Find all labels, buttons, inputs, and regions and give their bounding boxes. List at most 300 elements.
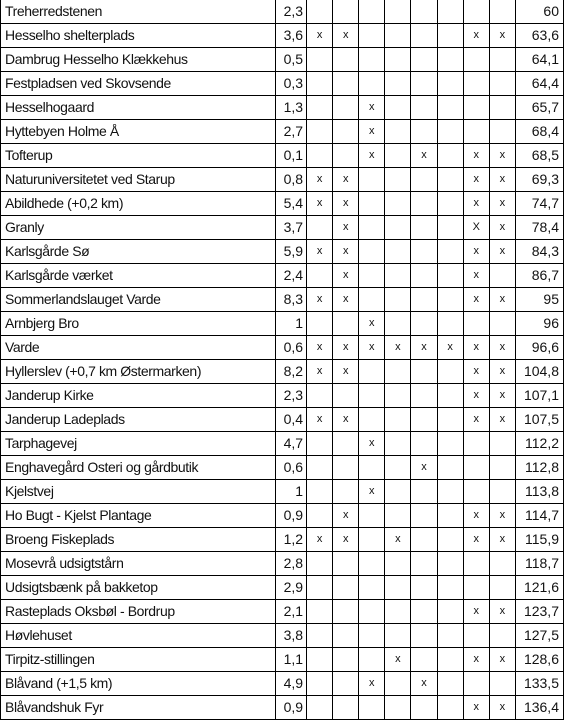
place-name-cell[interactable]: Treherredstenen xyxy=(1,0,276,24)
facility-flag-cell[interactable] xyxy=(411,552,437,576)
distance-cell[interactable]: 2,4 xyxy=(275,264,306,288)
cumulative-distance-cell[interactable]: 96 xyxy=(515,312,563,336)
facility-flag-cell[interactable] xyxy=(411,504,437,528)
facility-flag-cell[interactable] xyxy=(411,72,437,96)
facility-flag-cell[interactable] xyxy=(437,192,463,216)
facility-flag-cell[interactable] xyxy=(385,312,411,336)
cumulative-distance-cell[interactable]: 121,6 xyxy=(515,576,563,600)
facility-flag-cell[interactable] xyxy=(307,480,333,504)
facility-flag-cell[interactable] xyxy=(333,480,359,504)
facility-flag-cell[interactable] xyxy=(411,648,437,672)
facility-flag-cell[interactable] xyxy=(307,552,333,576)
distance-cell[interactable]: 1 xyxy=(275,312,306,336)
facility-flag-cell[interactable] xyxy=(463,72,489,96)
facility-flag-cell[interactable]: x xyxy=(463,408,489,432)
facility-flag-cell[interactable] xyxy=(307,432,333,456)
facility-flag-cell[interactable] xyxy=(359,600,385,624)
cumulative-distance-cell[interactable]: 136,4 xyxy=(515,696,563,720)
place-name-cell[interactable]: Dambrug Hesselho Klækkehus xyxy=(1,48,276,72)
facility-flag-cell[interactable] xyxy=(463,432,489,456)
place-name-cell[interactable]: Udsigtsbænk på bakketop xyxy=(1,576,276,600)
facility-flag-cell[interactable]: x xyxy=(463,264,489,288)
facility-flag-cell[interactable] xyxy=(489,480,515,504)
facility-flag-cell[interactable] xyxy=(437,456,463,480)
facility-flag-cell[interactable] xyxy=(385,456,411,480)
facility-flag-cell[interactable] xyxy=(437,288,463,312)
facility-flag-cell[interactable] xyxy=(359,696,385,720)
distance-cell[interactable]: 1,2 xyxy=(275,528,306,552)
facility-flag-cell[interactable] xyxy=(411,240,437,264)
facility-flag-cell[interactable]: x xyxy=(411,336,437,360)
facility-flag-cell[interactable] xyxy=(489,456,515,480)
facility-flag-cell[interactable] xyxy=(437,168,463,192)
facility-flag-cell[interactable] xyxy=(385,288,411,312)
facility-flag-cell[interactable] xyxy=(489,0,515,24)
facility-flag-cell[interactable] xyxy=(463,0,489,24)
place-name-cell[interactable]: Festpladsen ved Skovsende xyxy=(1,72,276,96)
facility-flag-cell[interactable] xyxy=(411,288,437,312)
place-name-cell[interactable]: Blåvandshuk Fyr xyxy=(1,696,276,720)
distance-cell[interactable]: 8,2 xyxy=(275,360,306,384)
facility-flag-cell[interactable]: x xyxy=(463,336,489,360)
cumulative-distance-cell[interactable]: 133,5 xyxy=(515,672,563,696)
cumulative-distance-cell[interactable]: 63,6 xyxy=(515,24,563,48)
facility-flag-cell[interactable] xyxy=(359,408,385,432)
facility-flag-cell[interactable] xyxy=(385,432,411,456)
facility-flag-cell[interactable]: x xyxy=(463,360,489,384)
distance-cell[interactable]: 3,8 xyxy=(275,624,306,648)
facility-flag-cell[interactable] xyxy=(411,312,437,336)
cumulative-distance-cell[interactable]: 112,2 xyxy=(515,432,563,456)
facility-flag-cell[interactable] xyxy=(411,528,437,552)
cumulative-distance-cell[interactable]: 74,7 xyxy=(515,192,563,216)
facility-flag-cell[interactable]: x xyxy=(463,648,489,672)
cumulative-distance-cell[interactable]: 65,7 xyxy=(515,96,563,120)
facility-flag-cell[interactable] xyxy=(437,24,463,48)
facility-flag-cell[interactable] xyxy=(411,48,437,72)
facility-flag-cell[interactable]: x xyxy=(489,240,515,264)
facility-flag-cell[interactable] xyxy=(385,360,411,384)
facility-flag-cell[interactable] xyxy=(463,480,489,504)
facility-flag-cell[interactable] xyxy=(307,384,333,408)
facility-flag-cell[interactable] xyxy=(437,696,463,720)
place-name-cell[interactable]: Rasteplads Oksbøl - Bordrup xyxy=(1,600,276,624)
facility-flag-cell[interactable]: x xyxy=(385,528,411,552)
facility-flag-cell[interactable] xyxy=(463,48,489,72)
distance-cell[interactable]: 2,1 xyxy=(275,600,306,624)
facility-flag-cell[interactable] xyxy=(411,24,437,48)
place-name-cell[interactable]: Tarphagevej xyxy=(1,432,276,456)
facility-flag-cell[interactable] xyxy=(385,696,411,720)
facility-flag-cell[interactable]: x xyxy=(333,528,359,552)
facility-flag-cell[interactable]: x xyxy=(463,168,489,192)
facility-flag-cell[interactable] xyxy=(385,408,411,432)
place-name-cell[interactable]: Arnbjerg Bro xyxy=(1,312,276,336)
facility-flag-cell[interactable] xyxy=(385,240,411,264)
facility-flag-cell[interactable] xyxy=(307,600,333,624)
facility-flag-cell[interactable] xyxy=(385,120,411,144)
facility-flag-cell[interactable] xyxy=(307,648,333,672)
facility-flag-cell[interactable] xyxy=(307,72,333,96)
facility-flag-cell[interactable]: x xyxy=(463,144,489,168)
place-name-cell[interactable]: Tofterup xyxy=(1,144,276,168)
facility-flag-cell[interactable]: x xyxy=(307,336,333,360)
place-name-cell[interactable]: Sommerlandslauget Varde xyxy=(1,288,276,312)
facility-flag-cell[interactable] xyxy=(437,408,463,432)
place-name-cell[interactable]: Granly xyxy=(1,216,276,240)
facility-flag-cell[interactable] xyxy=(359,216,385,240)
facility-flag-cell[interactable] xyxy=(333,96,359,120)
facility-flag-cell[interactable] xyxy=(385,576,411,600)
distance-cell[interactable]: 8,3 xyxy=(275,288,306,312)
facility-flag-cell[interactable] xyxy=(307,696,333,720)
cumulative-distance-cell[interactable]: 127,5 xyxy=(515,624,563,648)
facility-flag-cell[interactable] xyxy=(437,576,463,600)
place-name-cell[interactable]: Hyllerslev (+0,7 km Østermarken) xyxy=(1,360,276,384)
facility-flag-cell[interactable]: x xyxy=(463,24,489,48)
distance-cell[interactable]: 3,7 xyxy=(275,216,306,240)
facility-flag-cell[interactable] xyxy=(411,0,437,24)
distance-cell[interactable]: 2,3 xyxy=(275,0,306,24)
place-name-cell[interactable]: Broeng Fiskeplads xyxy=(1,528,276,552)
facility-flag-cell[interactable] xyxy=(411,360,437,384)
facility-flag-cell[interactable] xyxy=(463,312,489,336)
facility-flag-cell[interactable] xyxy=(437,360,463,384)
distance-cell[interactable]: 2,3 xyxy=(275,384,306,408)
facility-flag-cell[interactable] xyxy=(333,312,359,336)
distance-cell[interactable]: 1,1 xyxy=(275,648,306,672)
cumulative-distance-cell[interactable]: 118,7 xyxy=(515,552,563,576)
place-name-cell[interactable]: Janderup Kirke xyxy=(1,384,276,408)
facility-flag-cell[interactable]: x xyxy=(333,360,359,384)
facility-flag-cell[interactable] xyxy=(307,504,333,528)
facility-flag-cell[interactable] xyxy=(411,576,437,600)
facility-flag-cell[interactable] xyxy=(489,120,515,144)
facility-flag-cell[interactable] xyxy=(359,504,385,528)
facility-flag-cell[interactable]: x xyxy=(333,240,359,264)
cumulative-distance-cell[interactable]: 95 xyxy=(515,288,563,312)
facility-flag-cell[interactable] xyxy=(385,504,411,528)
place-name-cell[interactable]: Naturuniversitetet ved Starup xyxy=(1,168,276,192)
facility-flag-cell[interactable]: x xyxy=(307,408,333,432)
facility-flag-cell[interactable]: x xyxy=(359,480,385,504)
facility-flag-cell[interactable]: x xyxy=(489,216,515,240)
facility-flag-cell[interactable]: x xyxy=(489,600,515,624)
facility-flag-cell[interactable] xyxy=(333,696,359,720)
facility-flag-cell[interactable] xyxy=(463,120,489,144)
facility-flag-cell[interactable]: x xyxy=(489,336,515,360)
distance-cell[interactable]: 3,6 xyxy=(275,24,306,48)
facility-flag-cell[interactable] xyxy=(437,0,463,24)
cumulative-distance-cell[interactable]: 113,8 xyxy=(515,480,563,504)
facility-flag-cell[interactable] xyxy=(385,192,411,216)
cumulative-distance-cell[interactable]: 123,7 xyxy=(515,600,563,624)
facility-flag-cell[interactable] xyxy=(307,312,333,336)
facility-flag-cell[interactable] xyxy=(437,504,463,528)
facility-flag-cell[interactable] xyxy=(359,624,385,648)
facility-flag-cell[interactable] xyxy=(385,624,411,648)
distance-cell[interactable]: 4,7 xyxy=(275,432,306,456)
place-name-cell[interactable]: Janderup Ladeplads xyxy=(1,408,276,432)
facility-flag-cell[interactable] xyxy=(489,672,515,696)
facility-flag-cell[interactable] xyxy=(411,408,437,432)
facility-flag-cell[interactable]: x xyxy=(333,408,359,432)
facility-flag-cell[interactable] xyxy=(437,648,463,672)
facility-flag-cell[interactable] xyxy=(307,96,333,120)
facility-flag-cell[interactable]: x xyxy=(307,192,333,216)
facility-flag-cell[interactable]: x xyxy=(333,24,359,48)
facility-flag-cell[interactable]: x xyxy=(333,192,359,216)
facility-flag-cell[interactable]: x xyxy=(359,432,385,456)
facility-flag-cell[interactable] xyxy=(333,120,359,144)
cumulative-distance-cell[interactable]: 64,4 xyxy=(515,72,563,96)
place-name-cell[interactable]: Hesselhogaard xyxy=(1,96,276,120)
facility-flag-cell[interactable] xyxy=(359,576,385,600)
place-name-cell[interactable]: Hyttebyen Holme Å xyxy=(1,120,276,144)
facility-flag-cell[interactable] xyxy=(437,528,463,552)
facility-flag-cell[interactable] xyxy=(333,648,359,672)
facility-flag-cell[interactable]: x xyxy=(437,336,463,360)
facility-flag-cell[interactable] xyxy=(359,192,385,216)
cumulative-distance-cell[interactable]: 60 xyxy=(515,0,563,24)
facility-flag-cell[interactable]: x xyxy=(411,456,437,480)
facility-flag-cell[interactable] xyxy=(333,456,359,480)
facility-flag-cell[interactable]: x xyxy=(463,288,489,312)
facility-flag-cell[interactable] xyxy=(463,672,489,696)
facility-flag-cell[interactable] xyxy=(411,216,437,240)
facility-flag-cell[interactable] xyxy=(333,384,359,408)
facility-flag-cell[interactable]: x xyxy=(489,648,515,672)
place-name-cell[interactable]: Varde xyxy=(1,336,276,360)
facility-flag-cell[interactable]: x xyxy=(359,120,385,144)
facility-flag-cell[interactable] xyxy=(385,384,411,408)
facility-flag-cell[interactable] xyxy=(333,72,359,96)
distance-cell[interactable]: 0,4 xyxy=(275,408,306,432)
facility-flag-cell[interactable]: x xyxy=(333,336,359,360)
facility-flag-cell[interactable]: x xyxy=(359,96,385,120)
facility-flag-cell[interactable]: x xyxy=(411,672,437,696)
facility-flag-cell[interactable] xyxy=(307,144,333,168)
facility-flag-cell[interactable]: x xyxy=(489,696,515,720)
facility-flag-cell[interactable] xyxy=(359,552,385,576)
facility-flag-cell[interactable] xyxy=(463,456,489,480)
facility-flag-cell[interactable] xyxy=(359,48,385,72)
facility-flag-cell[interactable] xyxy=(437,120,463,144)
facility-flag-cell[interactable]: x xyxy=(489,144,515,168)
facility-flag-cell[interactable]: x xyxy=(307,288,333,312)
distance-cell[interactable]: 2,7 xyxy=(275,120,306,144)
facility-flag-cell[interactable]: x xyxy=(463,696,489,720)
facility-flag-cell[interactable] xyxy=(489,576,515,600)
facility-flag-cell[interactable]: x xyxy=(463,600,489,624)
facility-flag-cell[interactable]: x xyxy=(489,504,515,528)
facility-flag-cell[interactable] xyxy=(359,456,385,480)
facility-flag-cell[interactable] xyxy=(411,432,437,456)
facility-flag-cell[interactable] xyxy=(307,48,333,72)
place-name-cell[interactable]: Høvlehuset xyxy=(1,624,276,648)
facility-flag-cell[interactable] xyxy=(437,384,463,408)
cumulative-distance-cell[interactable]: 64,1 xyxy=(515,48,563,72)
facility-flag-cell[interactable] xyxy=(411,480,437,504)
facility-flag-cell[interactable] xyxy=(437,264,463,288)
facility-flag-cell[interactable] xyxy=(333,48,359,72)
facility-flag-cell[interactable] xyxy=(385,552,411,576)
distance-cell[interactable]: 4,9 xyxy=(275,672,306,696)
facility-flag-cell[interactable] xyxy=(437,480,463,504)
facility-flag-cell[interactable] xyxy=(385,168,411,192)
place-name-cell[interactable]: Blåvand (+1,5 km) xyxy=(1,672,276,696)
facility-flag-cell[interactable]: x xyxy=(307,528,333,552)
distance-cell[interactable]: 0,6 xyxy=(275,456,306,480)
distance-cell[interactable]: 0,5 xyxy=(275,48,306,72)
cumulative-distance-cell[interactable]: 107,1 xyxy=(515,384,563,408)
facility-flag-cell[interactable] xyxy=(385,144,411,168)
facility-flag-cell[interactable] xyxy=(333,600,359,624)
distance-cell[interactable]: 0,6 xyxy=(275,336,306,360)
facility-flag-cell[interactable]: X xyxy=(463,216,489,240)
facility-flag-cell[interactable] xyxy=(307,456,333,480)
facility-flag-cell[interactable] xyxy=(359,72,385,96)
facility-flag-cell[interactable] xyxy=(359,264,385,288)
facility-flag-cell[interactable]: x xyxy=(463,384,489,408)
cumulative-distance-cell[interactable]: 84,3 xyxy=(515,240,563,264)
facility-flag-cell[interactable] xyxy=(489,312,515,336)
facility-flag-cell[interactable] xyxy=(333,432,359,456)
distance-cell[interactable]: 1,3 xyxy=(275,96,306,120)
distance-cell[interactable]: 2,8 xyxy=(275,552,306,576)
facility-flag-cell[interactable]: x xyxy=(307,168,333,192)
facility-flag-cell[interactable]: x xyxy=(333,216,359,240)
cumulative-distance-cell[interactable]: 114,7 xyxy=(515,504,563,528)
cumulative-distance-cell[interactable]: 68,5 xyxy=(515,144,563,168)
facility-flag-cell[interactable] xyxy=(437,216,463,240)
facility-flag-cell[interactable]: x xyxy=(489,168,515,192)
facility-flag-cell[interactable]: x xyxy=(489,360,515,384)
place-name-cell[interactable]: Hesselho shelterplads xyxy=(1,24,276,48)
facility-flag-cell[interactable] xyxy=(333,552,359,576)
facility-flag-cell[interactable]: x xyxy=(411,144,437,168)
facility-flag-cell[interactable]: x xyxy=(333,168,359,192)
facility-flag-cell[interactable] xyxy=(411,264,437,288)
facility-flag-cell[interactable] xyxy=(307,216,333,240)
facility-flag-cell[interactable]: x xyxy=(385,648,411,672)
distance-cell[interactable]: 5,4 xyxy=(275,192,306,216)
place-name-cell[interactable]: Karlsgårde Sø xyxy=(1,240,276,264)
facility-flag-cell[interactable] xyxy=(385,672,411,696)
facility-flag-cell[interactable] xyxy=(489,72,515,96)
facility-flag-cell[interactable] xyxy=(307,264,333,288)
facility-flag-cell[interactable] xyxy=(489,552,515,576)
facility-flag-cell[interactable] xyxy=(437,624,463,648)
cumulative-distance-cell[interactable]: 107,5 xyxy=(515,408,563,432)
facility-flag-cell[interactable] xyxy=(385,24,411,48)
facility-flag-cell[interactable] xyxy=(463,96,489,120)
facility-flag-cell[interactable] xyxy=(411,120,437,144)
facility-flag-cell[interactable] xyxy=(307,624,333,648)
facility-flag-cell[interactable] xyxy=(411,168,437,192)
facility-flag-cell[interactable] xyxy=(385,72,411,96)
facility-flag-cell[interactable] xyxy=(307,576,333,600)
cumulative-distance-cell[interactable]: 115,9 xyxy=(515,528,563,552)
facility-flag-cell[interactable] xyxy=(385,48,411,72)
facility-flag-cell[interactable] xyxy=(385,216,411,240)
facility-flag-cell[interactable] xyxy=(411,600,437,624)
distance-cell[interactable]: 5,9 xyxy=(275,240,306,264)
facility-flag-cell[interactable] xyxy=(359,24,385,48)
facility-flag-cell[interactable]: x xyxy=(333,504,359,528)
facility-flag-cell[interactable]: x xyxy=(307,360,333,384)
facility-flag-cell[interactable] xyxy=(359,0,385,24)
facility-flag-cell[interactable] xyxy=(437,552,463,576)
cumulative-distance-cell[interactable]: 69,3 xyxy=(515,168,563,192)
facility-flag-cell[interactable] xyxy=(411,384,437,408)
cumulative-distance-cell[interactable]: 78,4 xyxy=(515,216,563,240)
facility-flag-cell[interactable] xyxy=(385,0,411,24)
facility-flag-cell[interactable] xyxy=(359,168,385,192)
place-name-cell[interactable]: Mosevrå udsigtstårn xyxy=(1,552,276,576)
facility-flag-cell[interactable] xyxy=(333,672,359,696)
facility-flag-cell[interactable]: x xyxy=(463,528,489,552)
facility-flag-cell[interactable] xyxy=(333,624,359,648)
facility-flag-cell[interactable] xyxy=(333,0,359,24)
distance-cell[interactable]: 1 xyxy=(275,480,306,504)
facility-flag-cell[interactable]: x xyxy=(463,504,489,528)
facility-flag-cell[interactable] xyxy=(385,600,411,624)
distance-cell[interactable]: 0,9 xyxy=(275,504,306,528)
facility-flag-cell[interactable] xyxy=(489,432,515,456)
facility-flag-cell[interactable] xyxy=(385,96,411,120)
facility-flag-cell[interactable] xyxy=(437,144,463,168)
facility-flag-cell[interactable] xyxy=(359,648,385,672)
facility-flag-cell[interactable]: x xyxy=(359,312,385,336)
cumulative-distance-cell[interactable]: 112,8 xyxy=(515,456,563,480)
facility-flag-cell[interactable] xyxy=(359,528,385,552)
facility-flag-cell[interactable] xyxy=(307,120,333,144)
facility-flag-cell[interactable]: x xyxy=(489,408,515,432)
cumulative-distance-cell[interactable]: 128,6 xyxy=(515,648,563,672)
facility-flag-cell[interactable] xyxy=(359,384,385,408)
facility-flag-cell[interactable] xyxy=(359,288,385,312)
facility-flag-cell[interactable] xyxy=(411,696,437,720)
place-name-cell[interactable]: Abildhede (+0,2 km) xyxy=(1,192,276,216)
facility-flag-cell[interactable] xyxy=(437,312,463,336)
facility-flag-cell[interactable] xyxy=(489,96,515,120)
facility-flag-cell[interactable]: x xyxy=(463,240,489,264)
place-name-cell[interactable]: Karlsgårde værket xyxy=(1,264,276,288)
distance-cell[interactable]: 2,9 xyxy=(275,576,306,600)
distance-cell[interactable]: 0,3 xyxy=(275,72,306,96)
distance-cell[interactable]: 0,1 xyxy=(275,144,306,168)
facility-flag-cell[interactable] xyxy=(333,144,359,168)
facility-flag-cell[interactable]: x xyxy=(359,336,385,360)
facility-flag-cell[interactable] xyxy=(463,552,489,576)
facility-flag-cell[interactable] xyxy=(463,624,489,648)
place-name-cell[interactable]: Ho Bugt - Kjelst Plantage xyxy=(1,504,276,528)
facility-flag-cell[interactable]: x xyxy=(489,384,515,408)
facility-flag-cell[interactable]: x xyxy=(489,192,515,216)
facility-flag-cell[interactable]: x xyxy=(489,24,515,48)
cumulative-distance-cell[interactable]: 68,4 xyxy=(515,120,563,144)
facility-flag-cell[interactable]: x xyxy=(333,288,359,312)
facility-flag-cell[interactable]: x xyxy=(489,528,515,552)
facility-flag-cell[interactable] xyxy=(437,672,463,696)
cumulative-distance-cell[interactable]: 86,7 xyxy=(515,264,563,288)
facility-flag-cell[interactable]: x xyxy=(359,144,385,168)
facility-flag-cell[interactable] xyxy=(385,264,411,288)
facility-flag-cell[interactable] xyxy=(307,672,333,696)
cumulative-distance-cell[interactable]: 96,6 xyxy=(515,336,563,360)
facility-flag-cell[interactable] xyxy=(437,72,463,96)
